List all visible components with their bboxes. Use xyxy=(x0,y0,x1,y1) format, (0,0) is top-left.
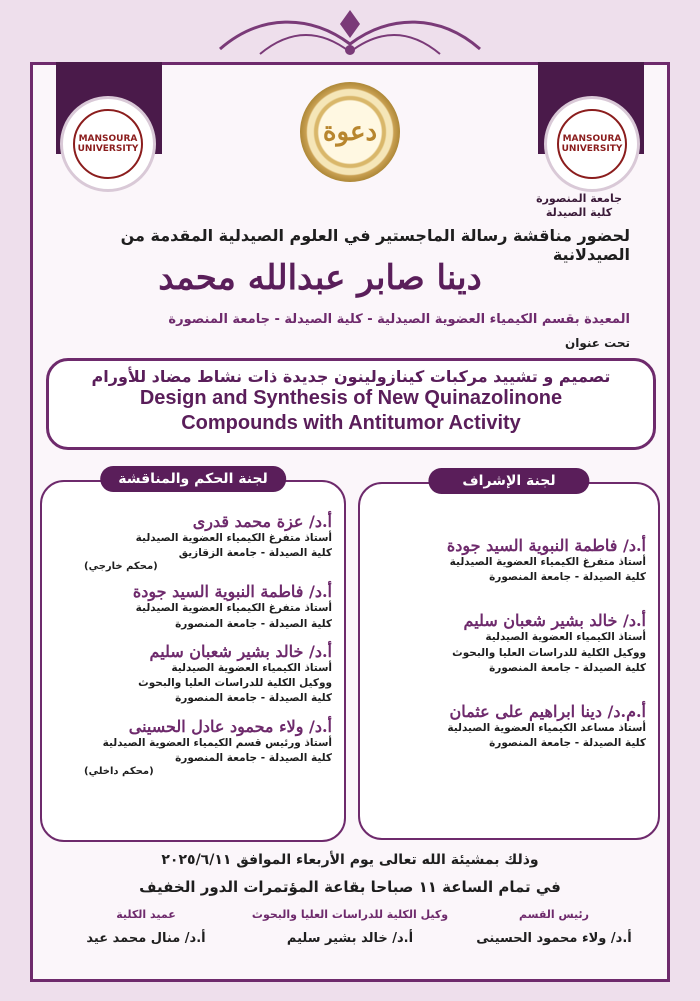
signature-name: أ.د/ منال محمد عيد xyxy=(86,931,206,946)
signature-vice-dean xyxy=(250,908,450,946)
under-title-label: تحت عنوان xyxy=(564,336,630,350)
supervisor-name: أ.د/ خالد بشير شعبان سليم xyxy=(463,611,646,631)
university-name: جامعة المنصورة xyxy=(536,192,622,205)
examiner-title: أستاذ ورئيس قسم الكيمياء العضوية الصيدلية xyxy=(102,736,332,749)
event-date: وذلك بمشيئة الله تعالى يوم الأربعاء الموافق ٢٠٢٥/٦/١١ xyxy=(161,852,539,868)
thesis-title-arabic: تصميم و تشييد مركبات كينازولينون جديدة ذات نشاط مضاد للأورام xyxy=(91,367,611,386)
thesis-title-english-2: Compounds with Antitumor Activity xyxy=(181,412,521,434)
thesis-title-box xyxy=(46,358,656,450)
examiner-4 xyxy=(42,717,344,777)
examiner-affiliation: كلية الصيدلة - جامعة المنصورة xyxy=(175,692,332,705)
supervisor-title: أستاذ متفرغ الكيمياء العضوية الصيدلية xyxy=(449,556,646,568)
supervisor-title: أستاذ مساعد الكيمياء العضوية الصيدلية xyxy=(447,722,646,735)
signature-name: أ.د/ ولاء محمود الحسينى xyxy=(476,931,632,946)
faculty-pharmacy-logo xyxy=(60,96,156,192)
logo-right-text: MANSOURA UNIVERSITY xyxy=(557,109,627,179)
supervision-heading: لجنة الإشراف xyxy=(428,468,589,494)
signature-role: رئيس القسم xyxy=(519,908,589,921)
supervisor-title: أستاذ الكيمياء العضوية الصيدلية xyxy=(485,631,646,644)
supervisor-position: ووكيل الكلية للدراسات العليا والبحوث xyxy=(452,646,646,659)
examination-heading: لجنة الحكم والمناقشة xyxy=(100,466,286,492)
supervisor-name: أ.م.د/ دينا ابراهيم على عثمان xyxy=(449,702,646,722)
examiner-position: ووكيل الكلية للدراسات العليا والبحوث xyxy=(138,677,332,690)
ornament-crown xyxy=(200,4,500,64)
examiner-note: (محكم داخلي) xyxy=(84,765,154,777)
supervisor-name: أ.د/ فاطمة النبوية السيد جودة xyxy=(446,536,646,555)
medal-text: دعوة xyxy=(322,117,378,147)
examiner-name: أ.د/ فاطمة النبوية السيد جودة xyxy=(132,582,332,602)
examiner-name: أ.د/ خالد بشير شعبان سليم xyxy=(149,641,332,661)
examiner-affiliation: كلية الصيدلة - جامعة المنصورة xyxy=(175,751,332,764)
university-caption xyxy=(536,192,622,220)
examiner-title: أستاذ متفرغ الكيمياء العضوية الصيدلية xyxy=(135,532,332,544)
signature-role: عميد الكلية xyxy=(116,908,176,921)
supervision-committee-panel xyxy=(358,473,660,840)
candidate-role: المعيدة بقسم الكيمياء العضوية الصيدلية - كلية الصيدلة - جامعة المنصورة xyxy=(168,312,630,327)
mansoura-university-logo xyxy=(544,96,640,192)
supervisor-3 xyxy=(360,702,658,751)
candidate-name: دينا صابر عبدالله محمد xyxy=(158,258,482,298)
examiner-affiliation: كلية الصيدلة - جامعة الزقازيق xyxy=(178,547,332,560)
examiner-affiliation: كلية الصيدلة - جامعة المنصورة xyxy=(175,617,332,630)
signature-dean xyxy=(46,908,246,946)
examiner-1 xyxy=(42,512,344,572)
supervisor-2 xyxy=(360,611,658,676)
supervisor-affiliation: كلية الصيدلة - جامعة المنصورة xyxy=(489,737,646,750)
examiner-note: (محكم خارجي) xyxy=(84,561,158,573)
examiner-name: أ.د/ ولاء محمود عادل الحسينى xyxy=(128,716,332,736)
supervisor-affiliation: كلية الصيدلة - جامعة المنصورة xyxy=(489,661,646,674)
examination-committee-panel xyxy=(40,471,346,842)
invitation-medal xyxy=(300,82,400,182)
examiner-name: أ.د/ عزة محمد قدرى xyxy=(192,512,332,531)
intro-text: لحضور مناقشة رسالة الماجستير في العلوم الصيدلية المقدمة من الصيدلانية xyxy=(120,226,630,264)
signature-role: وكيل الكلية للدراسات العليا والبحوث xyxy=(251,908,449,921)
signature-head-of-department xyxy=(454,908,654,946)
examiner-2 xyxy=(42,582,344,631)
signature-name: أ.د/ خالد بشير سليم xyxy=(286,931,414,946)
supervisor-1 xyxy=(360,536,658,585)
examiner-3 xyxy=(42,642,344,707)
faculty-name: كلية الصيدلة xyxy=(545,205,613,219)
event-time-place: في تمام الساعة ١١ صباحا بقاعة المؤتمرات الدور الخفيف xyxy=(139,878,561,896)
examiner-title: أستاذ متفرغ الكيمياء العضوية الصيدلية xyxy=(135,602,332,615)
examiner-title: أستاذ الكيمياء العضوية الصيدلية xyxy=(171,661,332,674)
supervisor-affiliation: كلية الصيدلة - جامعة المنصورة xyxy=(489,571,646,584)
thesis-title-english-1: Design and Synthesis of New Quinazolinone xyxy=(139,387,563,409)
logo-left-text: MANSOURA UNIVERSITY xyxy=(73,109,143,179)
